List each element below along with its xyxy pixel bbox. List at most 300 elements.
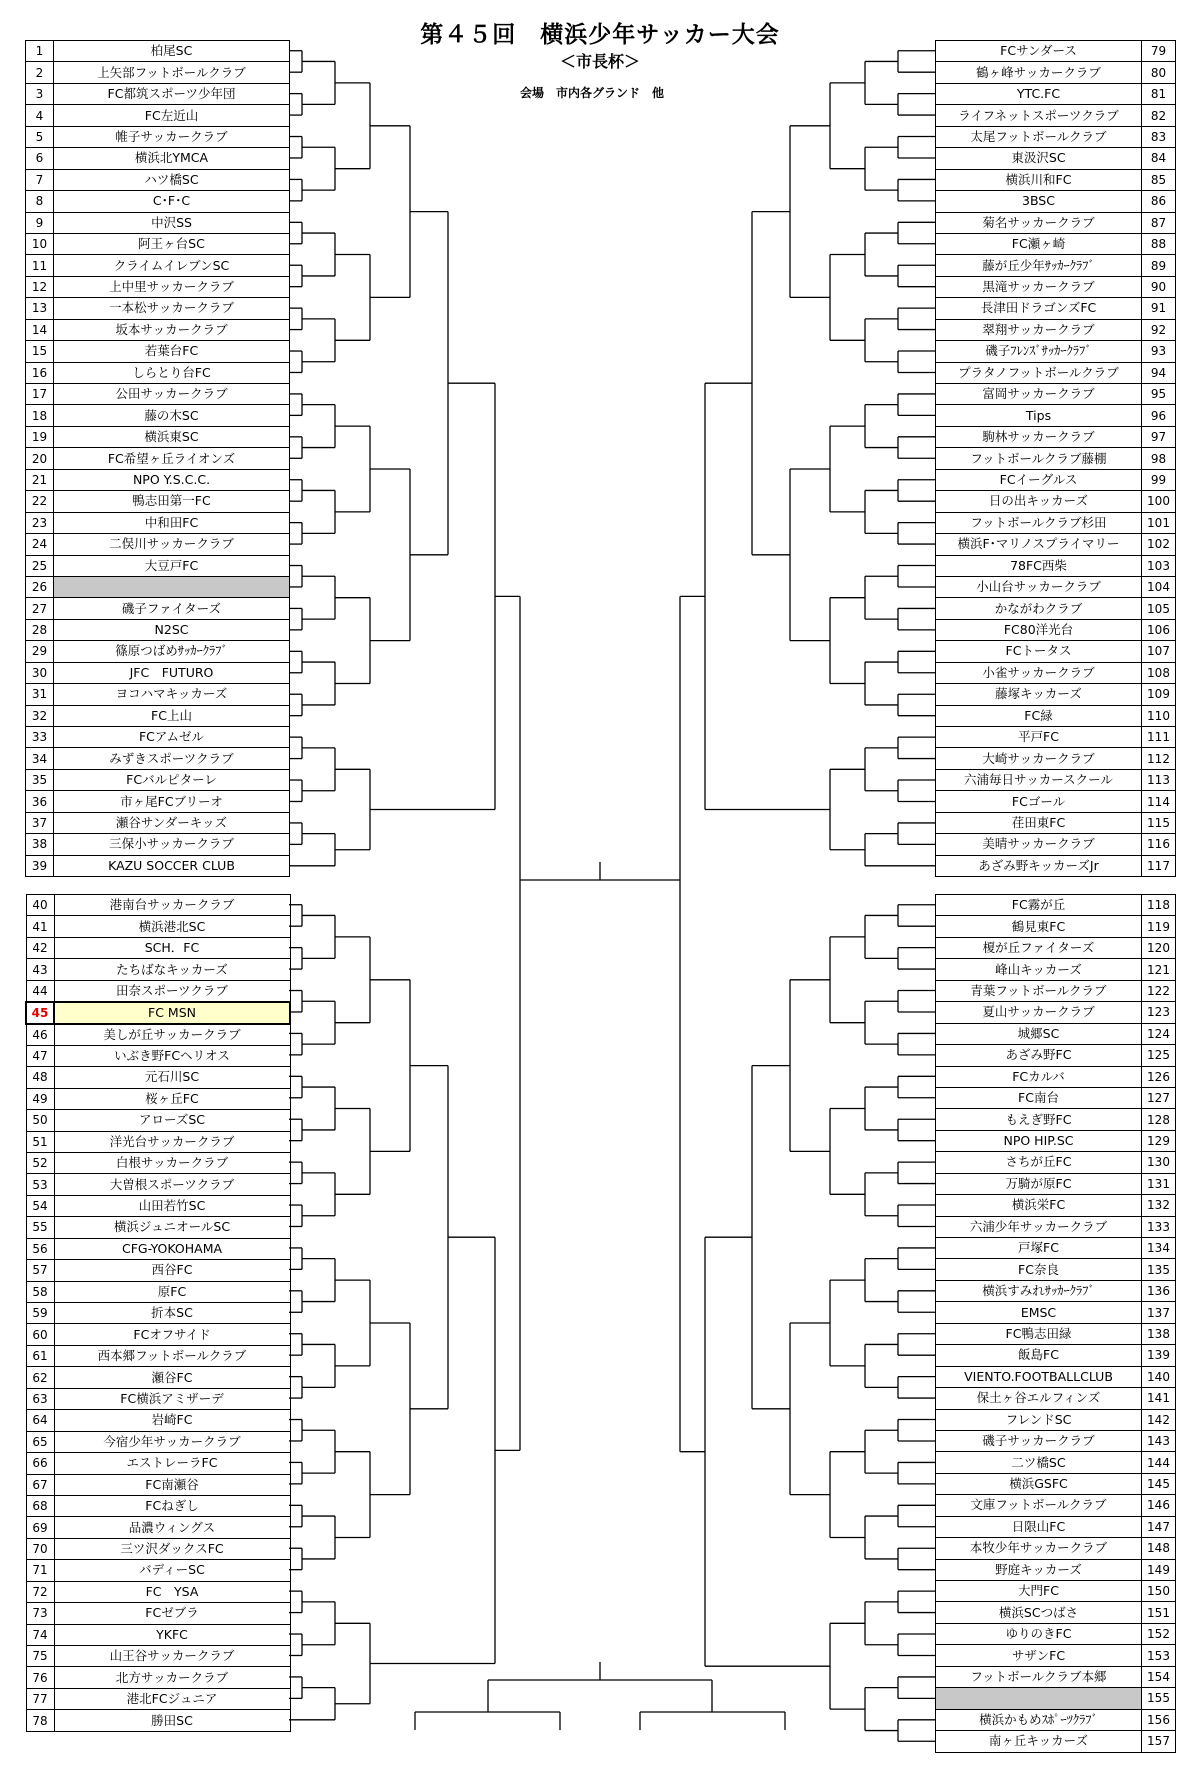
team-name: 大曽根スポーツクラブ — [54, 1174, 290, 1195]
team-number: 109 — [1142, 684, 1176, 705]
team-number: 3 — [26, 83, 54, 104]
team-name: バディーSC — [54, 1560, 290, 1581]
team-number: 115 — [1142, 812, 1176, 833]
team-name: FC80洋光台 — [936, 619, 1142, 640]
team-number: 114 — [1142, 791, 1176, 812]
team-number: 79 — [1142, 41, 1176, 62]
team-name: 藤が丘少年ｻｯｶｰｸﾗﾌﾞ — [936, 255, 1142, 276]
team-number: 31 — [26, 684, 54, 705]
team-name: 藤塚キッカーズ — [936, 684, 1142, 705]
team-number: 28 — [26, 619, 54, 640]
team-number: 48 — [26, 1067, 54, 1088]
team-number: 25 — [26, 555, 54, 576]
team-name: 日の出キッカーズ — [936, 491, 1142, 512]
team-number: 155 — [1142, 1688, 1176, 1709]
team-number: 7 — [26, 169, 54, 190]
team-number: 87 — [1142, 212, 1176, 233]
team-name: FCねぎし — [54, 1495, 290, 1516]
team-number: 132 — [1142, 1195, 1176, 1216]
team-number: 124 — [1142, 1023, 1176, 1044]
team-name: 駒林サッカークラブ — [936, 426, 1142, 447]
team-number: 84 — [1142, 148, 1176, 169]
team-name: 万騎が原FC — [936, 1173, 1142, 1194]
team-name: 南ヶ丘キッカーズ — [936, 1731, 1142, 1752]
team-number: 29 — [26, 641, 54, 662]
team-number: 150 — [1142, 1581, 1176, 1602]
team-number: 85 — [1142, 169, 1176, 190]
team-name: 菊名サッカークラブ — [936, 212, 1142, 233]
team-name: 横浜北YMCA — [54, 148, 290, 169]
team-name: 横浜SCつばさ — [936, 1602, 1142, 1623]
team-number: 35 — [26, 769, 54, 790]
team-number: 52 — [26, 1152, 54, 1173]
team-name: 公田サッカークラブ — [54, 384, 290, 405]
team-name: 翠翔サッカークラブ — [936, 319, 1142, 340]
team-name: 瀬谷FC — [54, 1367, 290, 1388]
team-name: エストレーラFC — [54, 1453, 290, 1474]
team-number: 16 — [26, 362, 54, 383]
team-name: 二俣川サッカークラブ — [54, 534, 290, 555]
team-number: 81 — [1142, 83, 1176, 104]
team-number: 96 — [1142, 405, 1176, 426]
team-name: FC都筑スポーツ少年団 — [54, 83, 290, 104]
team-name: 磯子ファイターズ — [54, 598, 290, 619]
team-number: 77 — [26, 1688, 54, 1709]
team-name: 上中里サッカークラブ — [54, 276, 290, 297]
team-name: SCH．FC — [54, 937, 290, 958]
team-number: 41 — [26, 916, 54, 937]
team-name: 桜ヶ丘FC — [54, 1088, 290, 1109]
team-number: 120 — [1142, 937, 1176, 958]
team-number: 137 — [1142, 1302, 1176, 1323]
team-name: FC希望ヶ丘ライオンズ — [54, 448, 290, 469]
team-number: 127 — [1142, 1087, 1176, 1108]
team-number: 86 — [1142, 191, 1176, 212]
team-number: 125 — [1142, 1045, 1176, 1066]
team-name: 白根サッカークラブ — [54, 1152, 290, 1173]
team-name: 夏山サッカークラブ — [936, 1002, 1142, 1023]
team-number: 156 — [1142, 1709, 1176, 1730]
team-name: 北方サッカークラブ — [54, 1667, 290, 1688]
team-number: 141 — [1142, 1388, 1176, 1409]
team-number: 2 — [26, 62, 54, 83]
team-number: 60 — [26, 1324, 54, 1345]
team-name: YKFC — [54, 1624, 290, 1645]
team-name: ハツ橋SC — [54, 169, 290, 190]
team-number: 75 — [26, 1646, 54, 1667]
team-name: 富岡サッカークラブ — [936, 384, 1142, 405]
team-name: 文庫フットボールクラブ — [936, 1495, 1142, 1516]
team-number: 78 — [26, 1710, 54, 1731]
team-name: 東汲沢SC — [936, 148, 1142, 169]
team-name: FC霧が丘 — [936, 895, 1142, 916]
team-name: フレンドSC — [936, 1409, 1142, 1430]
team-number: 129 — [1142, 1130, 1176, 1151]
team-name: NPO HIP.SC — [936, 1130, 1142, 1151]
team-name: 太尾フットボールクラブ — [936, 126, 1142, 147]
team-name: 鶴ヶ峰サッカークラブ — [936, 62, 1142, 83]
team-name: FC奈良 — [936, 1259, 1142, 1280]
team-number: 55 — [26, 1217, 54, 1238]
team-name: YTC.FC — [936, 83, 1142, 104]
team-name: 今宿少年サッカークラブ — [54, 1431, 290, 1452]
team-number: 42 — [26, 937, 54, 958]
team-name: 青葉フットボールクラブ — [936, 980, 1142, 1001]
team-number: 12 — [26, 276, 54, 297]
team-number: 6 — [26, 148, 54, 169]
team-name: 本牧少年サッカークラブ — [936, 1538, 1142, 1559]
team-name: クライムイレブンSC — [54, 255, 290, 276]
team-number: 89 — [1142, 255, 1176, 276]
team-name: 帷子サッカークラブ — [54, 126, 290, 147]
team-number: 23 — [26, 512, 54, 533]
team-name: 藤の木SC — [54, 405, 290, 426]
team-number: 13 — [26, 298, 54, 319]
team-number: 88 — [1142, 233, 1176, 254]
team-name: 城郷SC — [936, 1023, 1142, 1044]
team-number: 93 — [1142, 341, 1176, 362]
team-number: 73 — [26, 1603, 54, 1624]
team-number: 80 — [1142, 62, 1176, 83]
team-number: 69 — [26, 1517, 54, 1538]
team-number: 157 — [1142, 1731, 1176, 1752]
team-name: 勝田SC — [54, 1710, 290, 1731]
team-name: 山田若竹SC — [54, 1195, 290, 1216]
team-name: NPO Y.S.C.C. — [54, 469, 290, 490]
team-number: 147 — [1142, 1516, 1176, 1537]
team-number: 151 — [1142, 1602, 1176, 1623]
team-name: 保土ヶ谷エルフィンズ — [936, 1388, 1142, 1409]
team-name: いぶき野FCヘリオス — [54, 1045, 290, 1066]
team-number: 44 — [26, 980, 54, 1002]
team-number: 54 — [26, 1195, 54, 1216]
team-number: 136 — [1142, 1280, 1176, 1301]
team-name: 榎が丘ファイターズ — [936, 937, 1142, 958]
team-name: FCカルバ — [936, 1066, 1142, 1087]
team-name: 中和田FC — [54, 512, 290, 533]
team-number: 70 — [26, 1538, 54, 1559]
team-name: FCゼブラ — [54, 1603, 290, 1624]
team-number: 38 — [26, 834, 54, 855]
team-number: 20 — [26, 448, 54, 469]
team-name: 78FC西柴 — [936, 555, 1142, 576]
team-name: 三保小サッカークラブ — [54, 834, 290, 855]
team-name: 中沢SS — [54, 212, 290, 233]
team-number: 56 — [26, 1238, 54, 1259]
team-name: 上矢部フットボールクラブ — [54, 62, 290, 83]
team-name: 横浜川和FC — [936, 169, 1142, 190]
page-subtitle: ＜市長杯＞ — [559, 52, 640, 71]
team-name: 磯子サッカークラブ — [936, 1430, 1142, 1451]
team-name: 横浜F･マリノスプライマリー — [936, 534, 1142, 555]
venue-text: 会場 市内各グランド 他 — [520, 86, 665, 100]
team-number: 37 — [26, 812, 54, 833]
team-number: 62 — [26, 1367, 54, 1388]
team-number: 33 — [26, 727, 54, 748]
team-number: 21 — [26, 469, 54, 490]
team-name: ゆりのきFC — [936, 1623, 1142, 1644]
team-number: 26 — [26, 576, 54, 597]
team-number: 97 — [1142, 426, 1176, 447]
team-name: 阿王ヶ台SC — [54, 233, 290, 254]
team-name: しらとり台FC — [54, 362, 290, 383]
team-number: 102 — [1142, 534, 1176, 555]
team-number: 8 — [26, 191, 54, 212]
team-name: 横浜すみれｻｯｶｰｸﾗﾌﾞ — [936, 1280, 1142, 1301]
team-number: 140 — [1142, 1366, 1176, 1387]
team-number: 72 — [26, 1581, 54, 1602]
team-name: CFG-YOKOHAMA — [54, 1238, 290, 1259]
team-number: 133 — [1142, 1216, 1176, 1237]
team-name: 鶴見東FC — [936, 916, 1142, 937]
team-name: 美しが丘サッカークラブ — [54, 1024, 290, 1046]
team-number: 118 — [1142, 895, 1176, 916]
team-name: FCサンダース — [936, 41, 1142, 62]
team-name: 大門FC — [936, 1581, 1142, 1602]
team-number: 130 — [1142, 1152, 1176, 1173]
team-number: 91 — [1142, 298, 1176, 319]
team-number: 68 — [26, 1495, 54, 1516]
team-name: プラタノフットボールクラブ — [936, 362, 1142, 383]
team-number: 83 — [1142, 126, 1176, 147]
team-name: 横浜かもめｽﾎﾟｰﾂｸﾗﾌﾞ — [936, 1709, 1142, 1730]
team-name: 鴨志田第一FC — [54, 491, 290, 512]
team-number: 110 — [1142, 705, 1176, 726]
team-name: FC左近山 — [54, 105, 290, 126]
team-number: 98 — [1142, 448, 1176, 469]
team-number: 123 — [1142, 1002, 1176, 1023]
team-number: 1 — [26, 41, 54, 62]
team-number: 50 — [26, 1110, 54, 1131]
team-number: 95 — [1142, 384, 1176, 405]
team-name: さちが丘FC — [936, 1152, 1142, 1173]
team-number: 40 — [26, 895, 54, 916]
team-number: 4 — [26, 105, 54, 126]
team-name: フットボールクラブ本郷 — [936, 1666, 1142, 1687]
team-number: 74 — [26, 1624, 54, 1645]
team-name: 柏尾SC — [54, 41, 290, 62]
team-name: 六浦毎日サッカースクール — [936, 769, 1142, 790]
team-name: あざみ野キッカーズJr — [936, 855, 1142, 876]
team-number: 143 — [1142, 1430, 1176, 1451]
team-name: 長津田ドラゴンズFC — [936, 298, 1142, 319]
team-name: 平戸FC — [936, 727, 1142, 748]
team-number: 122 — [1142, 980, 1176, 1001]
team-name: 六浦少年サッカークラブ — [936, 1216, 1142, 1237]
team-number: 27 — [26, 598, 54, 619]
team-number: 17 — [26, 384, 54, 405]
team-number: 108 — [1142, 662, 1176, 683]
team-name: 横浜港北SC — [54, 916, 290, 937]
team-name: たちばなキッカーズ — [54, 959, 290, 980]
page-title: 第４５回 横浜少年サッカー大会 — [420, 22, 780, 48]
team-name: FCイーグルス — [936, 469, 1142, 490]
team-number: 138 — [1142, 1323, 1176, 1344]
team-name: あざみ野FC — [936, 1045, 1142, 1066]
team-number: 128 — [1142, 1109, 1176, 1130]
team-name: 港南台サッカークラブ — [54, 895, 290, 916]
team-name: FC瀬ヶ崎 — [936, 233, 1142, 254]
team-number: 107 — [1142, 641, 1176, 662]
team-number: 9 — [26, 212, 54, 233]
team-name: Tips — [936, 405, 1142, 426]
team-name: JFC FUTURO — [54, 662, 290, 683]
team-number: 5 — [26, 126, 54, 147]
team-number: 146 — [1142, 1495, 1176, 1516]
team-name: 若葉台FC — [54, 341, 290, 362]
team-name: 荏田東FC — [936, 812, 1142, 833]
team-number: 139 — [1142, 1345, 1176, 1366]
team-name: 飯島FC — [936, 1345, 1142, 1366]
team-name: 西谷FC — [54, 1260, 290, 1281]
team-name: 山王谷サッカークラブ — [54, 1646, 290, 1667]
team-number: 92 — [1142, 319, 1176, 340]
team-name: 折本SC — [54, 1303, 290, 1324]
team-number: 67 — [26, 1474, 54, 1495]
team-number: 19 — [26, 426, 54, 447]
team-number: 154 — [1142, 1666, 1176, 1687]
team-name: 野庭キッカーズ — [936, 1559, 1142, 1580]
team-number: 76 — [26, 1667, 54, 1688]
team-number: 36 — [26, 791, 54, 812]
team-name: 小雀サッカークラブ — [936, 662, 1142, 683]
team-number: 58 — [26, 1281, 54, 1302]
team-number: 18 — [26, 405, 54, 426]
team-name: 横浜GSFC — [936, 1473, 1142, 1494]
team-number: 153 — [1142, 1645, 1176, 1666]
team-number: 112 — [1142, 748, 1176, 769]
team-number: 82 — [1142, 105, 1176, 126]
team-name: 日限山FC — [936, 1516, 1142, 1537]
team-name: FCトータス — [936, 641, 1142, 662]
team-name: 瀬谷サンダーキッズ — [54, 812, 290, 833]
team-number: 121 — [1142, 959, 1176, 980]
team-name: 岩崎FC — [54, 1410, 290, 1431]
team-number: 14 — [26, 319, 54, 340]
team-number: 61 — [26, 1345, 54, 1366]
team-name: FC横浜アミザーデ — [54, 1388, 290, 1409]
team-number: 47 — [26, 1045, 54, 1066]
team-number: 149 — [1142, 1559, 1176, 1580]
team-number: 53 — [26, 1174, 54, 1195]
team-name: FCゴール — [936, 791, 1142, 812]
team-name: FC南台 — [936, 1087, 1142, 1108]
team-name: FCアムゼル — [54, 727, 290, 748]
team-name: 大豆戸FC — [54, 555, 290, 576]
team-name: FC鴨志田緑 — [936, 1323, 1142, 1344]
team-number: 63 — [26, 1388, 54, 1409]
team-name: かながわクラブ — [936, 598, 1142, 619]
team-name: FC上山 — [54, 705, 290, 726]
team-number: 39 — [26, 855, 54, 876]
team-number: 152 — [1142, 1623, 1176, 1644]
team-name: 港北FCジュニア — [54, 1688, 290, 1709]
team-name: 横浜東SC — [54, 426, 290, 447]
team-number: 22 — [26, 491, 54, 512]
team-name: C･F･C — [54, 191, 290, 212]
team-name: N2SC — [54, 619, 290, 640]
team-name: FC YSA — [54, 1581, 290, 1602]
team-name: FC南瀬谷 — [54, 1474, 290, 1495]
team-number: 65 — [26, 1431, 54, 1452]
team-name: サザンFC — [936, 1645, 1142, 1666]
team-name: 美晴サッカークラブ — [936, 834, 1142, 855]
team-number: 49 — [26, 1088, 54, 1109]
team-number: 51 — [26, 1131, 54, 1152]
team-name: 三ツ沢ダックスFC — [54, 1538, 290, 1559]
team-number: 134 — [1142, 1238, 1176, 1259]
team-number: 117 — [1142, 855, 1176, 876]
team-name: FCバルピターレ — [54, 769, 290, 790]
team-number: 126 — [1142, 1066, 1176, 1087]
team-number: 99 — [1142, 469, 1176, 490]
team-number: 43 — [26, 959, 54, 980]
team-number: 106 — [1142, 619, 1176, 640]
team-name: ライフネットスポーツクラブ — [936, 105, 1142, 126]
team-name: みずきスポーツクラブ — [54, 748, 290, 769]
team-number: 116 — [1142, 834, 1176, 855]
team-name: 市ヶ尾FCブリーオ — [54, 791, 290, 812]
team-number: 131 — [1142, 1173, 1176, 1194]
team-number: 119 — [1142, 916, 1176, 937]
team-number: 11 — [26, 255, 54, 276]
team-name: ヨコハマキッカーズ — [54, 684, 290, 705]
team-name: 3BSC — [936, 191, 1142, 212]
team-name: 横浜栄FC — [936, 1195, 1142, 1216]
team-name: 元石川SC — [54, 1067, 290, 1088]
team-name: 黒滝サッカークラブ — [936, 276, 1142, 297]
team-number: 24 — [26, 534, 54, 555]
team-number: 57 — [26, 1260, 54, 1281]
team-name: 小山台サッカークラブ — [936, 576, 1142, 597]
team-name: フットボールクラブ藤棚 — [936, 448, 1142, 469]
team-name: 洋光台サッカークラブ — [54, 1131, 290, 1152]
team-name: 大崎サッカークラブ — [936, 748, 1142, 769]
team-number: 66 — [26, 1453, 54, 1474]
team-name: EMSC — [936, 1302, 1142, 1323]
team-number: 144 — [1142, 1452, 1176, 1473]
team-name: 篠原つばめｻｯｶｰｸﾗﾌﾞ — [54, 641, 290, 662]
team-number: 113 — [1142, 769, 1176, 790]
team-name: 一本松サッカークラブ — [54, 298, 290, 319]
team-name: 二ツ橋SC — [936, 1452, 1142, 1473]
team-name: アローズSC — [54, 1110, 290, 1131]
team-number: 103 — [1142, 555, 1176, 576]
team-name: FC緑 — [936, 705, 1142, 726]
team-name: 品濃ウィングス — [54, 1517, 290, 1538]
team-name: 田奈スポーツクラブ — [54, 980, 290, 1002]
team-number: 71 — [26, 1560, 54, 1581]
team-number: 142 — [1142, 1409, 1176, 1430]
team-number: 10 — [26, 233, 54, 254]
team-number: 135 — [1142, 1259, 1176, 1280]
team-name: 戸塚FC — [936, 1238, 1142, 1259]
team-name: もえぎ野FC — [936, 1109, 1142, 1130]
team-number: 148 — [1142, 1538, 1176, 1559]
team-name: 原FC — [54, 1281, 290, 1302]
team-number: 94 — [1142, 362, 1176, 383]
team-number: 32 — [26, 705, 54, 726]
team-name: 西本郷フットボールクラブ — [54, 1345, 290, 1366]
team-number: 59 — [26, 1303, 54, 1324]
team-number: 90 — [1142, 276, 1176, 297]
team-number: 34 — [26, 748, 54, 769]
team-number: 101 — [1142, 512, 1176, 533]
team-number: 15 — [26, 341, 54, 362]
team-name: フットボールクラブ杉田 — [936, 512, 1142, 533]
team-name: FC MSN — [54, 1002, 290, 1024]
team-name: 坂本サッカークラブ — [54, 319, 290, 340]
